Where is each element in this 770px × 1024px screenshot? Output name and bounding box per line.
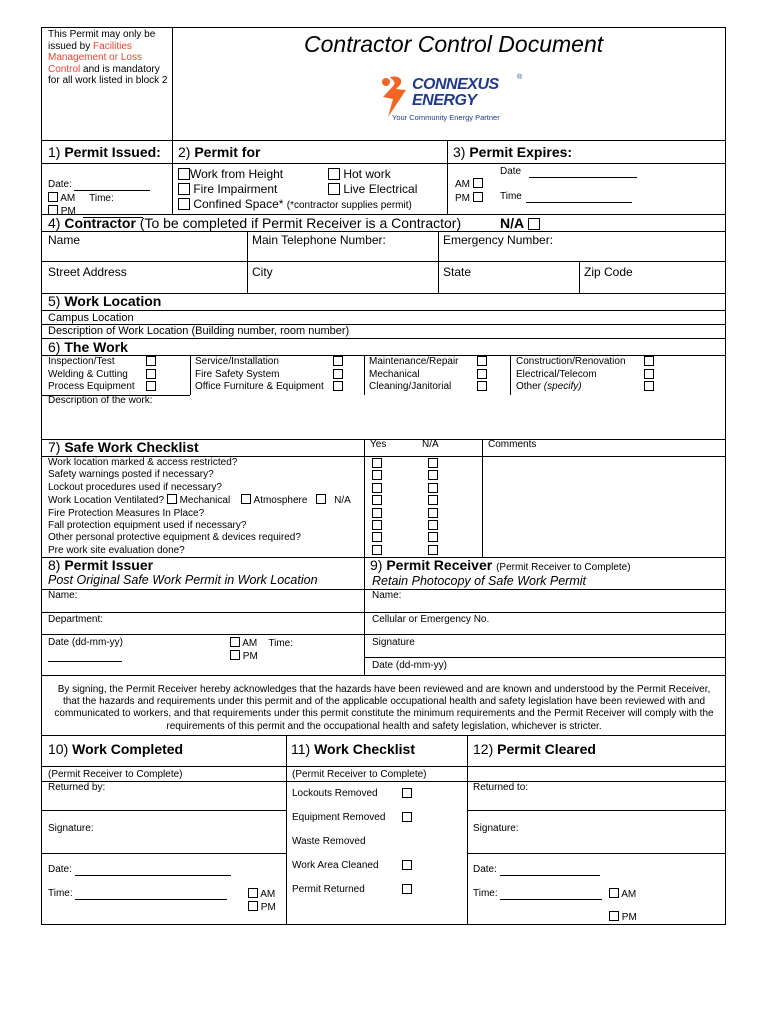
issuance-note <box>48 29 172 87</box>
work-type-col-2 <box>195 356 355 394</box>
completed-time: Time: <box>48 888 227 900</box>
section-5-heading: 5) Work Location <box>48 293 162 309</box>
contractor-na: N/A <box>500 215 540 231</box>
company-logo <box>378 74 538 124</box>
cleared-ampm: AM PM <box>609 888 637 924</box>
na-column-header: N/A <box>422 439 439 450</box>
expires-date-field[interactable] <box>529 177 637 178</box>
cleared-pm-checkbox[interactable] <box>609 911 619 921</box>
section-12-heading: 12) Permit Cleared <box>473 741 596 757</box>
returned-by-field[interactable]: Returned by: <box>48 782 106 793</box>
zip-code-field[interactable]: Zip Code <box>584 265 633 279</box>
section-2-heading: 2) Permit for <box>178 144 261 160</box>
permit-for-options: Work from Height Fire Impairment Confined Space* (*contractor supplies permit) <box>178 167 412 212</box>
receiver-cell-field[interactable]: Cellular or Emergency No. <box>372 614 490 625</box>
expires-date: Date <box>500 166 637 178</box>
checklist-row: Safety warnings posted if necessary? <box>48 469 214 481</box>
welding-cutting-checkbox[interactable] <box>146 369 156 379</box>
issuer-date-field[interactable]: Date (dd-mm-yy) <box>48 637 124 648</box>
work-checklist-items <box>292 788 462 908</box>
issuer-pm-checkbox[interactable] <box>230 650 240 660</box>
other-work-checkbox[interactable] <box>644 381 654 391</box>
mechanical-checkbox[interactable] <box>477 369 487 379</box>
issuer-ampm: AM Time: PM <box>230 637 293 663</box>
contractor-phone-field[interactable]: Main Telephone Number: <box>252 233 386 247</box>
checklist-na-boxes <box>428 457 438 556</box>
logo-word-2: ENERGY <box>412 92 477 109</box>
vent-na-checkbox[interactable] <box>316 494 326 504</box>
fire-impairment-checkbox[interactable] <box>178 183 190 195</box>
issuer-instruction: Post Original Safe Work Permit in Work Location <box>48 573 318 587</box>
work-type-item: Other (specify) <box>516 381 666 394</box>
contractor-control-form <box>41 27 726 925</box>
expires-am-checkbox[interactable] <box>473 178 483 188</box>
yes-column-header: Yes <box>370 439 387 450</box>
permit-for-options-right: Hot work Live Electrical <box>328 167 417 196</box>
completed-pm-checkbox[interactable] <box>248 901 258 911</box>
section-1-heading: 1) Permit Issued: <box>48 144 161 160</box>
yes-checkbox[interactable] <box>372 458 382 468</box>
work-type-item: Office Furniture & Equipment <box>195 381 355 394</box>
yes-checkbox[interactable] <box>372 483 382 493</box>
contractor-emergency-field[interactable]: Emergency Number: <box>443 233 554 247</box>
yes-checkbox[interactable] <box>372 520 382 530</box>
expires-time: Time <box>500 191 632 203</box>
completed-signature-field[interactable]: Signature: <box>48 823 94 834</box>
cleaning-janitorial-checkbox[interactable] <box>477 381 487 391</box>
comments-column-header: Comments <box>488 439 537 450</box>
checklist-row: Work location marked & access restricted? <box>48 457 238 468</box>
na-checkbox[interactable] <box>428 545 438 555</box>
logo-tagline: Your Community Energy Partner <box>392 113 500 122</box>
section-11-heading: 11) Work Checklist <box>291 741 415 757</box>
completed-date-field[interactable] <box>75 875 231 876</box>
work-type-col-4 <box>516 356 666 394</box>
cleared-time-field[interactable] <box>500 899 602 900</box>
cleared-date-field[interactable] <box>500 875 600 876</box>
receiver-name-field[interactable]: Name: <box>372 590 402 601</box>
work-type-item: Fire Safety System <box>195 369 355 382</box>
street-address-field[interactable]: Street Address <box>48 265 127 279</box>
city-field[interactable]: City <box>252 265 273 279</box>
section-8-heading: 8) Permit Issuer <box>48 557 154 573</box>
logo-word-1: CONNEXUS <box>412 76 499 93</box>
yes-checkbox[interactable] <box>372 470 382 480</box>
permit-returned-checkbox[interactable] <box>402 884 412 894</box>
note-text-end: and is mandatory for all work listed in block 2 <box>48 63 168 86</box>
checklist-row: Pre work site evaluation done? <box>48 544 185 556</box>
issuer-am-checkbox[interactable] <box>230 637 240 647</box>
issuer-name-field[interactable]: Name: <box>48 590 78 601</box>
completed-note: (Permit Receiver to Complete) <box>48 769 183 780</box>
permit-issued-fields: Date: AM Time: PM <box>48 179 168 218</box>
confined-space-checkbox[interactable] <box>178 198 190 210</box>
checklist-row: Other personal protective equipment & devices required? <box>48 532 301 544</box>
work-checklist-item: Permit Returned <box>292 884 462 908</box>
work-type-item: Process Equipment <box>48 381 166 394</box>
work-area-cleaned-checkbox[interactable] <box>402 860 412 870</box>
issued-date-field[interactable] <box>74 190 150 191</box>
receiver-date-field[interactable]: Date (dd-mm-yy) <box>372 660 448 671</box>
checklist-row: Work Location Ventilated? Mechanical Atmosphere N/A <box>48 495 351 507</box>
inspection-test-checkbox[interactable] <box>146 356 156 366</box>
completed-ampm: AM PM <box>248 888 276 914</box>
contractor-name-field[interactable]: Name <box>48 233 81 247</box>
vent-atmosphere-checkbox[interactable] <box>241 494 251 504</box>
expires-ampm: AM PM <box>455 178 483 205</box>
work-type-item: Construction/Renovation <box>516 356 666 369</box>
document-title: Contractor Control Document <box>304 31 604 57</box>
checklist-row: Lockout procedures used if necessary? <box>48 481 222 493</box>
section-9-heading: 9) Permit Receiver (Permit Receiver to Complete) <box>370 557 631 573</box>
receiver-signature-field[interactable]: Signature <box>372 637 415 648</box>
note-text: This Permit may only be issued by <box>48 29 156 52</box>
expires-pm-checkbox[interactable] <box>473 192 483 202</box>
equipment-removed-checkbox[interactable] <box>402 812 412 822</box>
yes-checkbox[interactable] <box>372 495 382 505</box>
office-furniture-checkbox[interactable] <box>333 381 343 391</box>
fire-safety-system-checkbox[interactable] <box>333 369 343 379</box>
cleared-date: Date: <box>473 864 600 876</box>
issuer-department-field[interactable]: Department: <box>48 614 104 625</box>
service-installation-checkbox[interactable] <box>333 356 343 366</box>
work-type-item: Inspection/Test <box>48 356 166 369</box>
work-type-item: Welding & Cutting <box>48 369 166 382</box>
work-checklist-item: Lockouts Removed <box>292 788 462 812</box>
issued-am-checkbox[interactable] <box>48 192 58 202</box>
work-from-height-checkbox[interactable] <box>178 168 190 180</box>
expires-time-field[interactable] <box>526 202 632 203</box>
work-description-field[interactable]: Description of the work: <box>48 395 153 406</box>
vent-mechanical-checkbox[interactable] <box>167 494 177 504</box>
na-checkbox[interactable] <box>428 532 438 542</box>
work-type-item: Service/Installation <box>195 356 355 369</box>
checklist-note: (Permit Receiver to Complete) <box>292 769 427 780</box>
na-checkbox[interactable] <box>428 470 438 480</box>
note-highlight: Facilities Management or Loss Control <box>48 40 142 75</box>
process-equipment-checkbox[interactable] <box>146 381 156 391</box>
work-type-item: Mechanical <box>369 369 499 382</box>
na-checkbox[interactable] <box>428 520 438 530</box>
na-checkbox[interactable] <box>428 508 438 518</box>
lockouts-removed-checkbox[interactable] <box>402 788 412 798</box>
section-3-heading: 3) Permit Expires: <box>453 144 573 160</box>
yes-checkbox[interactable] <box>372 545 382 555</box>
contractor-na-checkbox[interactable] <box>528 218 540 230</box>
issuer-date-line[interactable] <box>48 661 122 662</box>
na-checkbox[interactable] <box>428 458 438 468</box>
work-type-col-1 <box>48 356 166 394</box>
yes-checkbox[interactable] <box>372 532 382 542</box>
live-electrical-checkbox[interactable] <box>328 183 340 195</box>
completed-am-checkbox[interactable] <box>248 888 258 898</box>
cleared-am-checkbox[interactable] <box>609 888 619 898</box>
work-type-col-3 <box>369 356 499 394</box>
checklist-row: Fall protection equipment used if necessary? <box>48 520 247 532</box>
yes-checkbox[interactable] <box>372 508 382 518</box>
work-checklist-item: Waste Removed <box>292 836 366 847</box>
maintenance-repair-checkbox[interactable] <box>477 356 487 366</box>
acknowledgement-text: By signing, the Permit Receiver hereby acknowledges that the hazards have been reviewed and are known and understood by the Permit Receiver, that the hazards and requirements under this permit and of the applicable occupational health and safety legislation have been reviewed with and communicated to workers, and that requirements under this permit constitute the minimum requirements and the Permit Receiver will comply with the requirements of this permit and the occupational health and safety legislation, whichever is stricter. <box>54 684 714 732</box>
work-type-item: Cleaning/Janitorial <box>369 381 499 394</box>
work-checklist-item: Work Area Cleaned <box>292 860 462 884</box>
section-4-heading: 4) Contractor (To be completed if Permit Receiver is a Contractor) <box>48 215 462 231</box>
logo-registered: ® <box>517 74 523 81</box>
completed-date: Date: <box>48 864 231 876</box>
campus-location-field[interactable]: Campus Location <box>48 312 134 324</box>
na-checkbox[interactable] <box>428 483 438 493</box>
section-6-heading: 6) The Work <box>48 339 128 355</box>
work-type-item: Maintenance/Repair <box>369 356 499 369</box>
hot-work-checkbox[interactable] <box>328 168 340 180</box>
completed-time-field[interactable] <box>75 899 227 900</box>
checklist-row: Fire Protection Measures In Place? <box>48 507 205 519</box>
work-type-item: Electrical/Telecom <box>516 369 666 382</box>
safe-work-checklist <box>48 457 358 557</box>
section-10-heading: 10) Work Completed <box>48 741 184 757</box>
work-location-description-field[interactable]: Description of Work Location (Building number, room number) <box>48 325 350 337</box>
receiver-instruction: Retain Photocopy of Safe Work Permit <box>372 574 586 588</box>
na-checkbox[interactable] <box>428 495 438 505</box>
work-checklist-item: Equipment Removed <box>292 812 462 836</box>
construction-renovation-checkbox[interactable] <box>644 356 654 366</box>
issued-date-label: Date: <box>48 179 72 190</box>
cleared-signature-field[interactable]: Signature: <box>473 823 519 834</box>
checklist-yes-boxes <box>372 457 382 556</box>
state-field[interactable]: State <box>443 265 472 279</box>
electrical-telecom-checkbox[interactable] <box>644 369 654 379</box>
returned-to-field[interactable]: Returned to: <box>473 782 529 793</box>
cleared-time: Time: <box>473 888 602 900</box>
section-7-heading: 7) Safe Work Checklist <box>48 439 199 455</box>
